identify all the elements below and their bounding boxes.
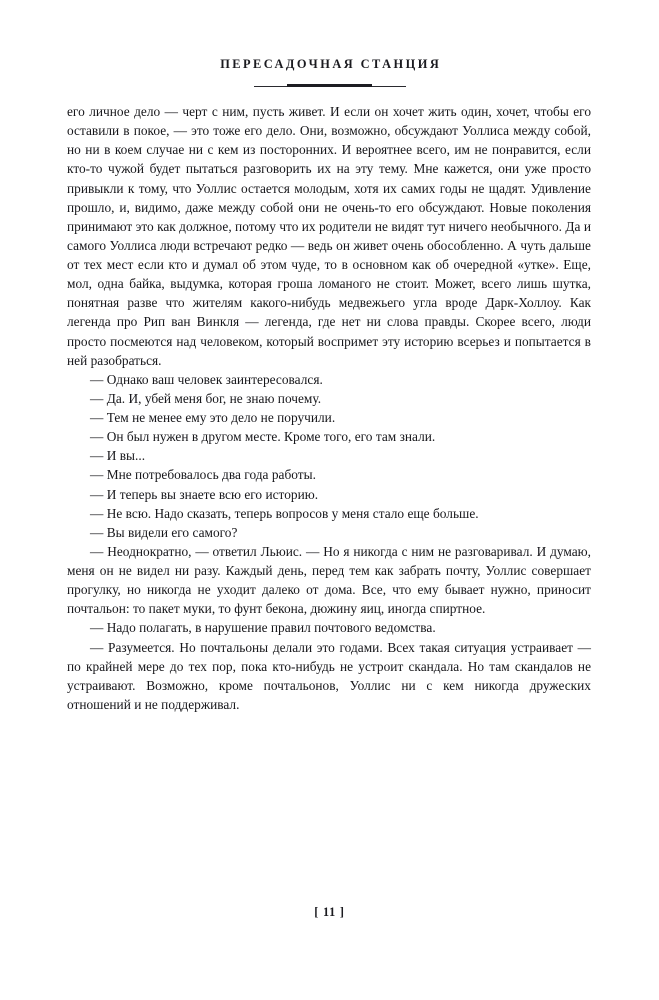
dialogue-line: — Мне потребовалось два года работы. (90, 467, 316, 483)
page-number: [ 11 ] (314, 905, 345, 919)
dialogue-line: — Тем не менее ему это дело не поручили. (90, 410, 336, 425)
dialogue-line: — Надо полагать, в нарушение правил почтового ведомства. (90, 620, 436, 636)
dialogue-line: — Он был нужен в другом месте. Кроме того, его там знали. (90, 429, 436, 445)
body-paragraph: его личное дело — черт с ним, пусть живет. И если он хочет жить один, хочет, чтобы его оставили в покое, — это тоже его дело. Они, возможно, обсуждают Уоллиса между собой, но ни в коем случае ни с кем из посторонних. И вероятнее всего, им не понравится, если кто-то чужой будет пытаться разговорить их на эту тему. Мне кажется, они уже просто привыкли к тому, что Уоллис остается молодым, хотя их самих годы не щадят. Удивление прошло, и, видимо, даже между собой они не очень-то его обсуждают. Новые поколения принимают это как должное, потому что их родители не видят тут ничего необычного. Да и самого Уоллиса люди встречают редко — ведь он живет очень обособленно. А чуть дальше от тех мест если кто и думал об этом чуде, то в основном как об очередной «утке». Еще, мол, одна байка, выдумка, которая гроша ломаного не стоит. Может, всего лишь шутка, понятная разве что жителям какого-нибудь медвежьего угла вроде Дарк-Холлоу. Как легенда про Рип ван Винкля — легенда, где нет ни слова правды. Скорее всего, люди просто посмеются над человеком, который воспримет эту историю всерьез и попытается в ней разобраться. (67, 104, 591, 368)
body-text-block (67, 102, 591, 714)
running-head: ПЕРЕСАДОЧНАЯ СТАНЦИЯ (220, 57, 442, 71)
dialogue-line: — И вы... (90, 448, 146, 464)
dialogue-line: — И теперь вы знаете всю его историю. (90, 486, 319, 502)
dialogue-line: — Вы видели его самого? (90, 524, 238, 540)
dialogue-line: — Да. И, убей меня бог, не знаю почему. (90, 390, 322, 406)
dialogue-line: — Однако ваш человек заинтересовался. (90, 371, 323, 387)
rule-thick-line (287, 84, 372, 87)
dialogue-line: — Не всю. Надо сказать, теперь вопросов у меня стало еще больше. (90, 505, 479, 521)
dialogue-line: — Разумеется. Но почтальоны делали это годами. Всех такая ситуация устраивает — по крайней мере до тех пор, пока кто-нибудь не устроит скандала. Но там скандалов не устраивают. Возможно, кроме почтальонов, Уоллис ни с кем никогда дружеских отношений и не поддерживал. (67, 639, 591, 712)
dialogue-line: — Неоднократно, — ответил Льюис. — Но я никогда с ним не разговаривал. И думаю, меня он не видел ни разу. Каждый день, перед тем как забрать почту, Уоллис совершает прогулку, но никогда не уходит далеко от дома. Все, что ему бывает нужно, приносит почтальон: то пакет муки, то фунт бекона, дюжину яиц, иногда спиртное. (67, 543, 591, 617)
header-ornament-rule (254, 84, 406, 88)
